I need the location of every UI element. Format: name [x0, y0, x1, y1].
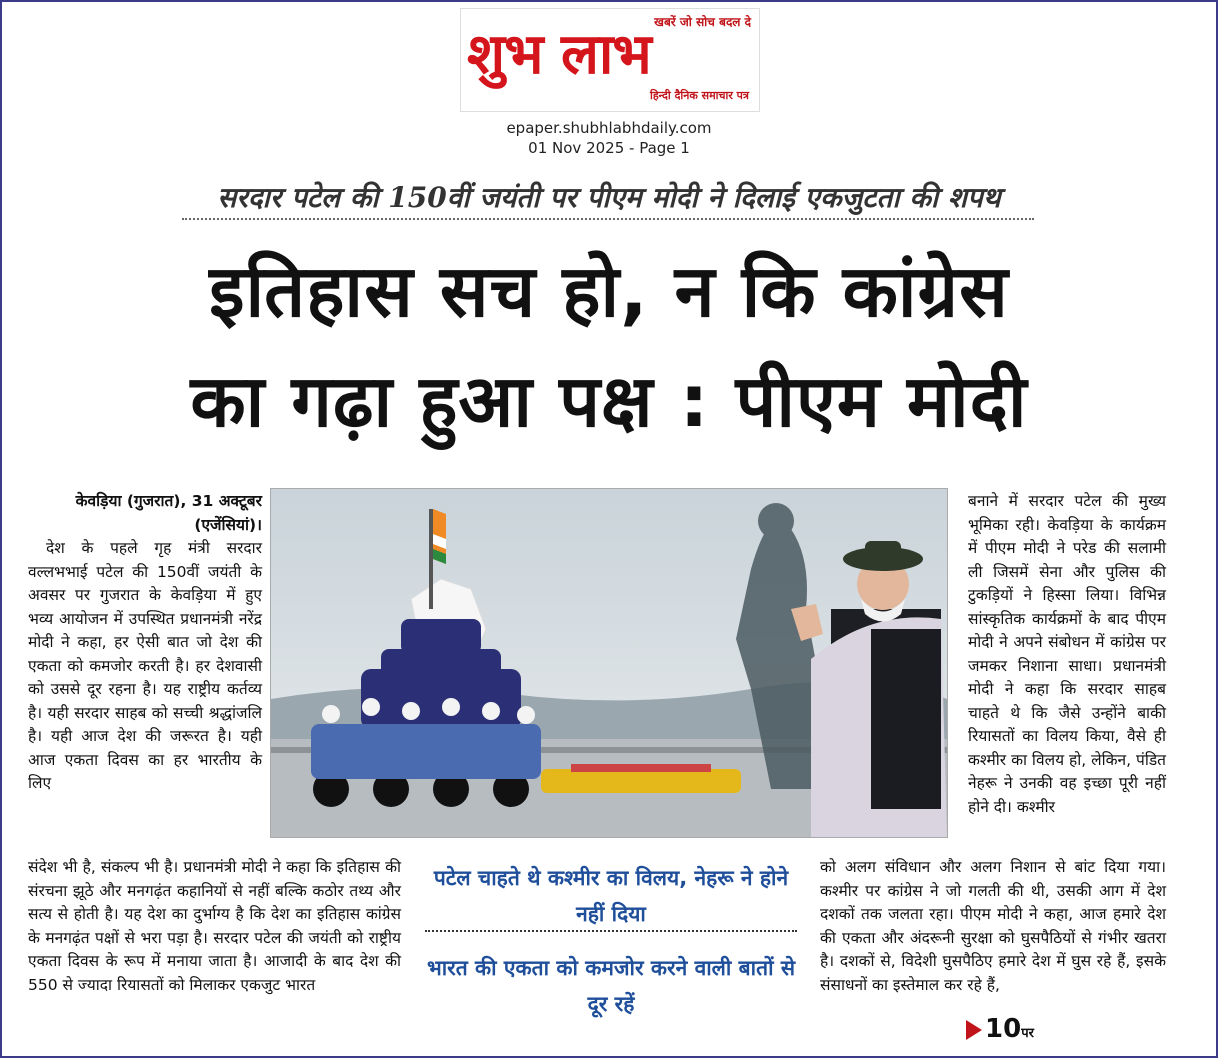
callout-divider — [425, 930, 797, 932]
play-arrow-icon — [966, 1020, 982, 1040]
masthead-logo[interactable] — [460, 8, 760, 112]
callout-unity: भारत की एकता को कमजोर करने वाली बातों से दूर रहें — [426, 956, 796, 1016]
news-photo — [270, 488, 948, 838]
continued-page-link[interactable] — [966, 1014, 1034, 1044]
continued-page-suffix: पर — [1021, 1026, 1034, 1041]
kicker-divider — [182, 218, 1034, 220]
website-url[interactable]: epaper.shubhlabhdaily.com — [506, 119, 712, 137]
continued-page-number: 10 — [985, 1014, 1022, 1044]
dateline: केवड़िया (गुजरात), 31 अक्टूबर (एजेंसियां)। — [75, 492, 262, 534]
kicker-headline: सरदार पटेल की 150वीं जयंती पर पीएम मोदी ने दिलाई एकजुटता की शपथ — [217, 181, 1001, 214]
masthead-tagline: खबरें जो सोच बदल दे — [654, 15, 751, 29]
article-left-column — [28, 490, 262, 796]
article-bottom-right: को अलग संविधान और अलग निशान से बांट दिया गया। कश्मीर पर कांग्रेस ने जो गलती की थी, उसकी आग में देश दशकों तक जलता रहा। पीएम मोदी ने कहा, आज हमारे देश की एकता और अंदरूनी सुरक्षा को घुसपैठियों से गंभीर खतरा है। दशकों से, विदेशी घुसपैठिए हमारे देश में घुस रहे हैं, इसके संसाधनों का इस्तेमाल कर रहे हैं, — [820, 858, 1166, 994]
headline-line-2: का गढ़ा हुआ पक्ष : पीएम मोदी — [190, 359, 1028, 443]
edition-date: 01 Nov 2025 - Page 1 — [528, 139, 690, 157]
photo-illustration — [271, 489, 947, 837]
article-bottom-left: संदेश भी है, संकल्प भी है। प्रधानमंत्री मोदी ने कहा कि इतिहास की संरचना झूठे और मनगढ़ंत कहानियों से नहीं बल्कि कठोर तथ्य और सत्य से होती है। यह देश का दुर्भाग्य है कि देश का इतिहास कांग्रेस के मनगढ़ंत पक्षों से भरा पड़ा है। सरदार पटेल की जयंती को राष्ट्रीय एकता दिवस के रूप में मनाया जाता है। आजादी के बाद देश की 550 से ज्यादा रियासतों को मिलाकर एकजुट भारत — [28, 858, 401, 994]
article-right-column: बनाने में सरदार पटेल की मुख्य भूमिका रही। केवड़िया के कार्यक्रम में पीएम मोदी ने परेड की सलामी ली जिसमें सेना और पुलिस की टुकड़ियों ने हिस्सा लिया। विभिन्न सांस्कृतिक कार्यक्रमों के बाद पीएम मोदी ने अपने संबोधन में कांग्रेस पर जमकर निशाना साधा। प्रधानमंत्री मोदी ने कहा कि सरदार साहब चाहते थे कि जैसे उन्होंने बाकी रियासतों का विलय किया, वैसे ही कश्मीर का विलय हो, लेकिन, पंडित नेहरू ने उनकी वह इच्छा पूरी नहीं होने दी। कश्मीर — [968, 492, 1166, 816]
headline-line-1: इतिहास सच हो, न कि कांग्रेस — [209, 249, 1009, 333]
callout-kashmir: पटेल चाहते थे कश्मीर का विलय, नेहरू ने होने नहीं दिया — [433, 866, 789, 926]
masthead-subtitle: हिन्दी दैनिक समाचार पत्र — [649, 89, 749, 102]
masthead-logo-text: शुभ लाभ — [467, 22, 651, 87]
left-column-text: देश के पहले गृह मंत्री सरदार वल्लभभाई पटेल की 150वीं जयंती के अवसर पर गुजरात के केवड़िया में हुए भव्य आयोजन में उपस्थित प्रधानमंत्री नरेंद्र मोदी ने कहा, हर ऐसी बात जो देश की एकता को कमजोर करती है। हर देशवासी को उससे दूर रहना है। यह राष्ट्रीय कर्तव्य है। यही सरदार साहब को सच्ची श्रद्धांजलि है। यही आज देश की जरूरत है। यही आज एकता दिवस का हर भारतीय के लिए — [28, 539, 262, 792]
